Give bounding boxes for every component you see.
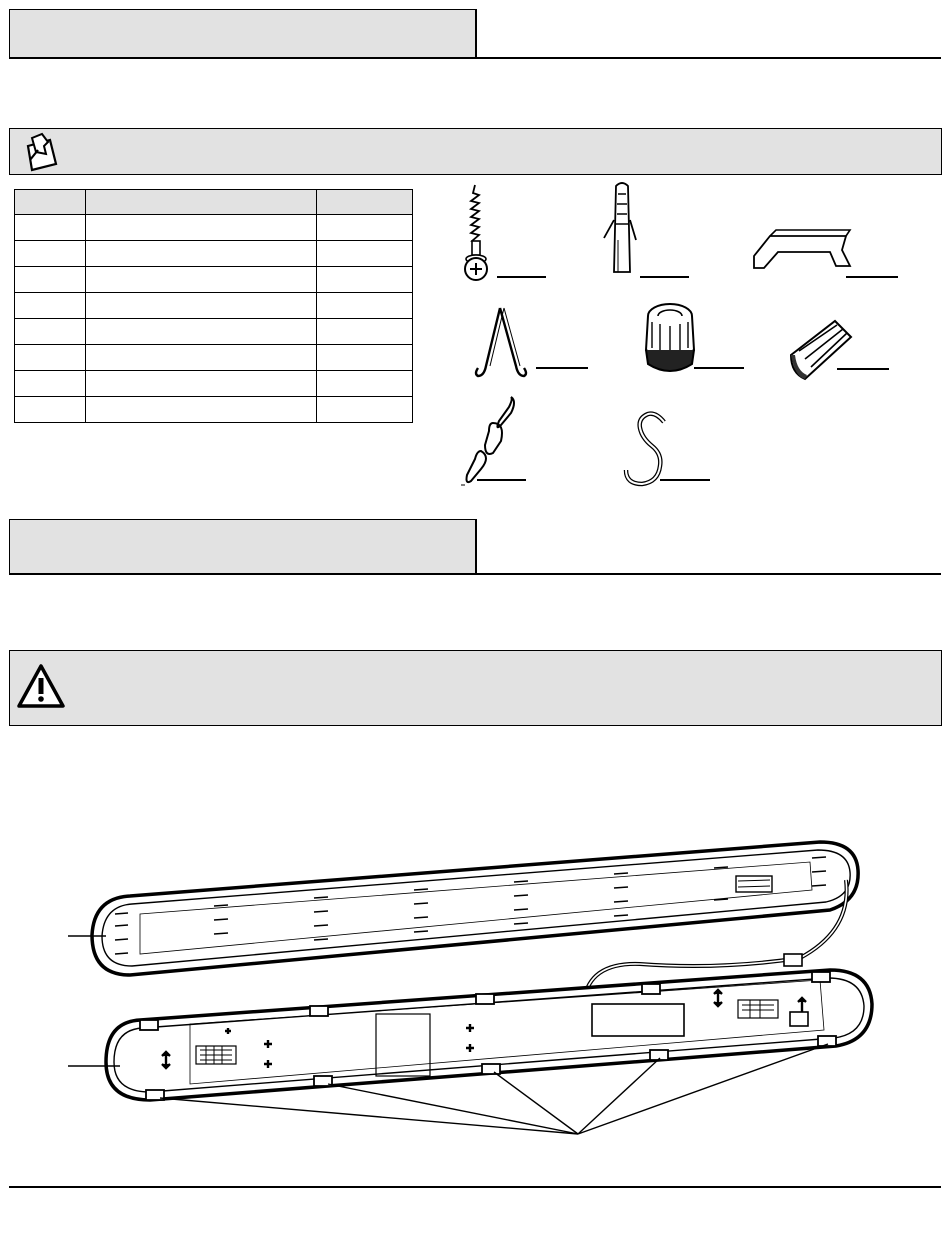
table-cell (317, 371, 413, 397)
table-cell (15, 241, 86, 267)
table-cell (15, 267, 86, 293)
table-cell (15, 345, 86, 371)
table-cell (15, 371, 86, 397)
hardware-table-header (15, 190, 413, 215)
table-cell (317, 319, 413, 345)
table-cell (86, 215, 317, 241)
fixture-diagram (0, 830, 950, 1160)
table-row (15, 345, 413, 371)
table-cell (317, 215, 413, 241)
table-cell (15, 319, 86, 345)
top-header-rule (9, 57, 941, 59)
table-header-cell (86, 190, 317, 215)
v-hanger-icon (470, 302, 590, 382)
table-cell (317, 267, 413, 293)
table-cell (15, 215, 86, 241)
table-cell (317, 293, 413, 319)
table-cell (317, 241, 413, 267)
warning-bar (9, 650, 942, 726)
table-cell (317, 345, 413, 371)
mounting-bracket-icon (750, 222, 900, 282)
table-cell (86, 397, 317, 423)
mid-header-rule (9, 573, 941, 575)
chain-icon (455, 393, 545, 488)
mid-header-divider (475, 519, 477, 574)
table-row (15, 397, 413, 423)
table-cell (86, 267, 317, 293)
fixture-lens (92, 842, 858, 975)
cable-gland-icon (630, 300, 750, 380)
table-row (15, 319, 413, 345)
top-header-divider (475, 9, 477, 58)
table-cell (15, 293, 86, 319)
warning-triangle-icon (16, 663, 66, 709)
wall-anchor-icon (600, 180, 690, 280)
table-cell (86, 345, 317, 371)
table-cell (86, 319, 317, 345)
table-row (15, 215, 413, 241)
hardware-table (14, 189, 413, 423)
table-header-cell (15, 190, 86, 215)
hardware-note-bar (9, 128, 942, 175)
table-row (15, 267, 413, 293)
table-cell (317, 397, 413, 423)
table-cell (86, 241, 317, 267)
pushpin-note-icon (22, 132, 62, 172)
table-cell (15, 397, 86, 423)
top-header-title-box (9, 9, 477, 58)
table-row (15, 241, 413, 267)
wire-connector-icon (785, 315, 895, 385)
wood-screw-icon (455, 183, 555, 283)
table-cell (86, 371, 317, 397)
footer-rule (9, 1186, 941, 1188)
mid-header-title-box (9, 519, 477, 574)
s-hook-icon (618, 410, 718, 490)
table-header-cell (317, 190, 413, 215)
fixture-housing (106, 970, 872, 1100)
table-row (15, 293, 413, 319)
table-cell (86, 293, 317, 319)
table-row (15, 371, 413, 397)
